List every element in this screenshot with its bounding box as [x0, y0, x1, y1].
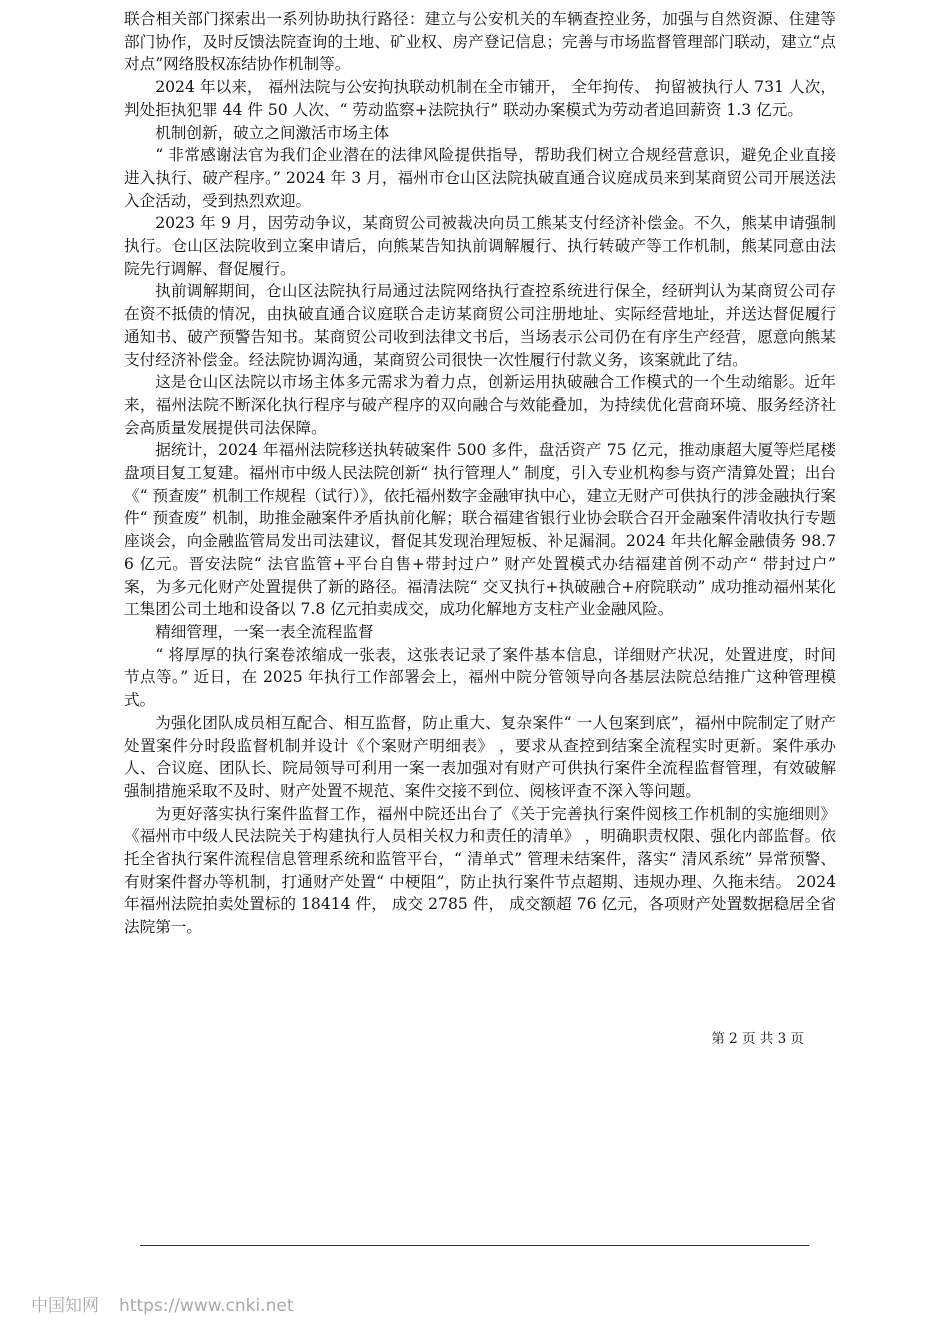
paragraph-company-thanks: “ 非常感谢法官为我们企业潜在的法律风险提供指导，帮助我们树立合规经营意识，避免企业直接进入执行、破产程序。” 2024 年 3 月，福州市仓山区法院执破直通合议庭成员来到某商贸公司开展送法入企活动，受到热烈欢迎。	[124, 146, 836, 210]
footer-divider	[140, 1245, 809, 1246]
cnki-watermark	[31, 1294, 293, 1318]
paragraph-labor-dispute: 2023 年 9 月，因劳动争议，某商贸公司被裁决向员工熊某支付经济补偿金。不久，熊某申请强制执行。仓山区法院收到立案申请后，向熊某告知执前调解履行、执行转破产等工作机制，熊某同意由法院先行调解、督促履行。	[124, 214, 836, 278]
section-heading-mechanism-innovation: 机制创新，破立之间激活市场主体	[155, 123, 390, 142]
paragraph-team-supervision: 为强化团队成员相互配合、相互监督，防止重大、复杂案件“ 一人包案到底”，福州中院制定了财产处置案件分时段监督机制并设计《个案财产明细表》 ，要求从查控到结案全流程实时更新。案件承办人、合议庭、团队长、院局领导可利用一案一表加强对有财产可供执行案件全流程监督管理，有效破解强制措施采取不及时、财产处置不规范、案件交接不到位、阅核评查不深入等问题。	[124, 713, 836, 800]
page-number: 第 2 页 共 3 页	[711, 1031, 804, 1047]
section-heading-fine-management: 精细管理，一案一表全流程监督	[155, 622, 374, 641]
paragraph-detention-statistics: 2024 年以来， 福州法院与公安拘执联动机制在全市铺开， 全年拘传、 拘留被执行人 731 人次，判处拒执犯罪 44 件 50 人次、“ 劳动监察+法院执行” 联动办案模式为劳动者追回薪资 1.3 亿元。	[124, 78, 836, 119]
watermark-url: https://www.cnki.net	[119, 1296, 294, 1316]
watermark-site-name: 中国知网	[31, 1296, 99, 1316]
paragraph-cooperation-mechanisms: 联合相关部门探索出一系列协助执行路径：建立与公安机关的车辆查控业务，加强与自然资源、住建等部门协作，及时反馈法院查询的土地、矿业权、房产登记信息；完善与市场监督管理部门联动，建立“点对点”网络股权冻结协作机制等。	[124, 10, 836, 74]
paragraph-case-table: “ 将厚厚的执行案卷浓缩成一张表，这张表记录了案件基本信息，详细财产状况，处置进度，时间节点等。” 近日，在 2025 年执行工作部署会上，福州中院分管领导向各基层法院总结推广这种管理模式。	[124, 645, 836, 710]
paragraph-pre-execution-mediation: 执前调解期间，仓山区法院执行局通过法院网络执行查控系统进行保全，经研判认为某商贸公司存在资不抵债的情况，由执破直通合议庭联合走访某商贸公司注册地址、实际经营地址，并送达督促履行通知书、破产预警告知书。某商贸公司收到法律文书后，当场表示公司仍在有序生产经营，愿意向熊某支付经济补偿金。经法院协调沟通，某商贸公司很快一次性履行付款义务，该案就此了结。	[124, 282, 836, 369]
paragraph-cangshan-model: 这是仓山区法院以市场主体多元需求为着力点，创新运用执破融合工作模式的一个生动缩影。近年来，福州法院不断深化执行程序与破产程序的双向融合与效能叠加，为持续优化营商环境、服务经济社会高质量发展提供司法保障。	[124, 373, 836, 437]
paragraph-supervision-rules: 为更好落实执行案件监督工作，福州中院还出台了《关于完善执行案件阅核工作机制的实施细则》《福州市中级人民法院关于构建执行人员相关权力和责任的清单》 ，明确职责权限、强化内部监督。依托全省执行案件流程信息管理系统和监管平台，“ 清单式” 管理未结案件，落实“ 清风系统” 异常预警、有财案件督办等机制，打通财产处置“ 中梗阻”，防止执行案件节点超期、违规办理、久拖未结。 2024 年福州法院拍卖处置标的 18414 件， 成交 2785 件， 成交额超 76 亿元，各项财产处置数据稳居全省法院第一。	[124, 804, 836, 937]
article-body	[124, 8, 836, 939]
paragraph-2024-statistics: 据统计，2024 年福州法院移送执转破案件 500 多件，盘活资产 75 亿元，推动康超大厦等烂尾楼盘项目复工复建。福州市中级人民法院创新“ 执行管理人” 制度，引入专业机构参与资产清算处置；出台《“ 预查废” 机制工作规程（试行）》，依托福州数字金融审执中心，建立无财产可供执行的涉金融执行案件“ 预查废” 机制，助推金融案件矛盾执前化解；联合福建省银行业协会联合召开金融案件清收执行专题座谈会，向金融监管局发出司法建议，督促其发现治理短板、补足漏洞。2024 年共化解金融债务 98.76 亿元。晋安法院“ 法官监管+平台自售+带封过户” 财产处置模式办结福建首例不动产“ 带封过户” 案，为多元化财产处置提供了新的路径。福清法院“ 交叉执行+执破融合+府院联动” 成功推动福州某化工集团公司土地和设备以 7.8 亿元拍卖成交，成功化解地方支柱产业金融风险。	[124, 441, 836, 619]
